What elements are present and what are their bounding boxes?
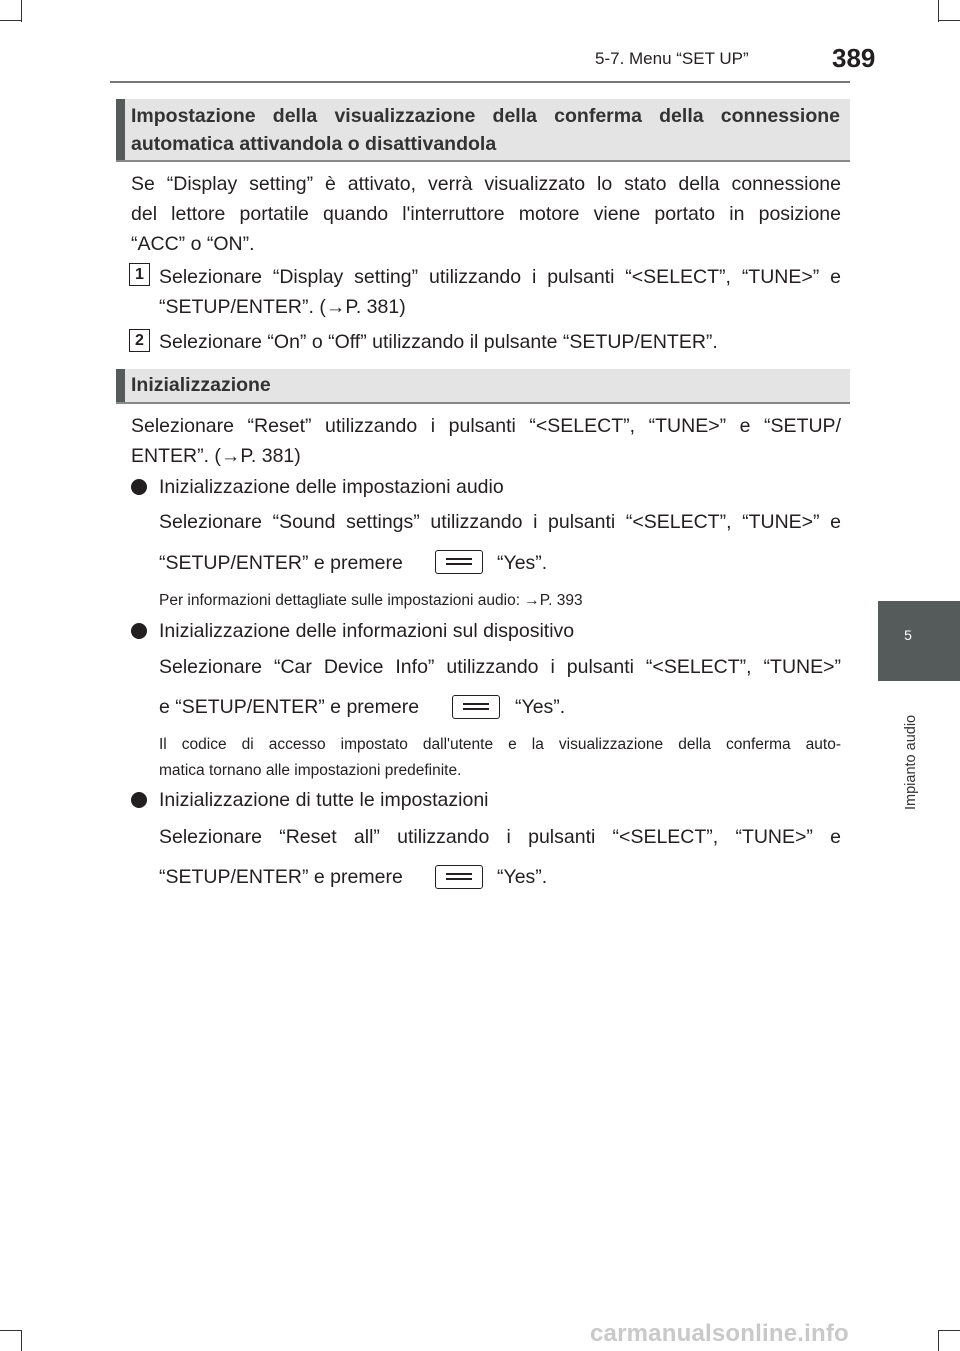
intro-text-line: del lettore portatile quando l'interruttore motore viene portato in posizione — [131, 203, 841, 225]
bullet-dot — [131, 623, 147, 639]
crop-mark — [0, 20, 22, 21]
bullet-item-line: “Yes”. — [515, 696, 566, 718]
chapter-tab-label — [895, 690, 925, 820]
bullet-item-line: Selezionare “Car Device Info” utilizzando i pulsanti “<SELECT”, “TUNE>” — [159, 656, 841, 678]
section-heading-initialization — [116, 369, 850, 404]
intro-text-line: “ACC” o “ON”. — [131, 233, 255, 255]
bullet-item-title: Inizializzazione delle impostazioni audio — [159, 476, 504, 498]
bullet-dot — [131, 479, 147, 495]
bullet-item-line: Selezionare “Sound settings” utilizzando i pulsanti “<SELECT”, “TUNE>” e — [159, 511, 841, 533]
bullet-item-line: Selezionare “Reset all” utilizzando i pulsanti “<SELECT”, “TUNE>” e — [159, 826, 841, 848]
chapter-tab-number: 5 — [904, 627, 912, 643]
crop-mark — [21, 0, 22, 22]
bullet-dot — [131, 792, 147, 808]
section-heading-line: Inizializzazione — [131, 374, 271, 396]
bullet-item-line: “Yes”. — [497, 552, 548, 574]
bullet-item-line: “SETUP/ENTER” e premere — [159, 866, 403, 888]
section-heading-line: Impostazione della visualizzazione della conferma della connessione — [131, 105, 840, 127]
intro-text-line: ENTER”. (→P. 381) — [131, 445, 301, 467]
header-rule — [110, 81, 850, 83]
section-heading-auto-connection — [116, 99, 850, 162]
section-heading-bar — [116, 369, 125, 402]
step-text-line: “SETUP/ENTER”. (→P. 381) — [159, 296, 406, 318]
page-number: 389 — [832, 43, 876, 73]
crop-mark — [0, 1330, 22, 1331]
watermark: carmanualsonline.info — [590, 1320, 849, 1347]
section-heading-line: automatica attivandola o disattivandola — [131, 133, 497, 155]
step-number-badge: 2 — [129, 329, 150, 352]
note-text: matica tornano alle impostazioni predefinite. — [159, 762, 462, 779]
note-text: Per informazioni dettagliate sulle impostazioni audio: →P. 393 — [159, 592, 583, 609]
crop-mark — [938, 0, 939, 22]
crop-mark — [21, 1330, 22, 1351]
setup-enter-button-icon — [452, 695, 500, 719]
bullet-item-title: Inizializzazione di tutte le impostazioni — [159, 789, 489, 811]
running-header-section: 5-7. Menu “SET UP” — [595, 49, 749, 68]
setup-enter-button-icon — [435, 550, 483, 574]
intro-text-line: Selezionare “Reset” utilizzando i pulsanti “<SELECT”, “TUNE>” e “SETUP/ — [131, 415, 841, 437]
bullet-item-line: “Yes”. — [497, 866, 548, 888]
note-text: Il codice di accesso impostato dall'utente e la visualizzazione della conferma auto- — [159, 736, 841, 753]
bullet-item-line: “SETUP/ENTER” e premere — [159, 552, 403, 574]
chapter-tab-label-text: Impianto audio — [903, 714, 919, 810]
step-text-line: Selezionare “Display setting” utilizzando i pulsanti “<SELECT”, “TUNE>” e — [159, 266, 841, 288]
step-number-badge: 1 — [129, 263, 150, 286]
bullet-item-line: e “SETUP/ENTER” e premere — [159, 696, 420, 718]
section-heading-bar — [116, 99, 125, 160]
step-text-line: Selezionare “On” o “Off” utilizzando il pulsante “SETUP/ENTER”. — [159, 331, 718, 353]
intro-text-line: Se “Display setting” è attivato, verrà visualizzato lo stato della connessione — [131, 173, 841, 195]
crop-mark — [938, 20, 960, 21]
setup-enter-button-icon — [435, 865, 483, 889]
bullet-item-title: Inizializzazione delle informazioni sul dispositivo — [159, 620, 575, 642]
